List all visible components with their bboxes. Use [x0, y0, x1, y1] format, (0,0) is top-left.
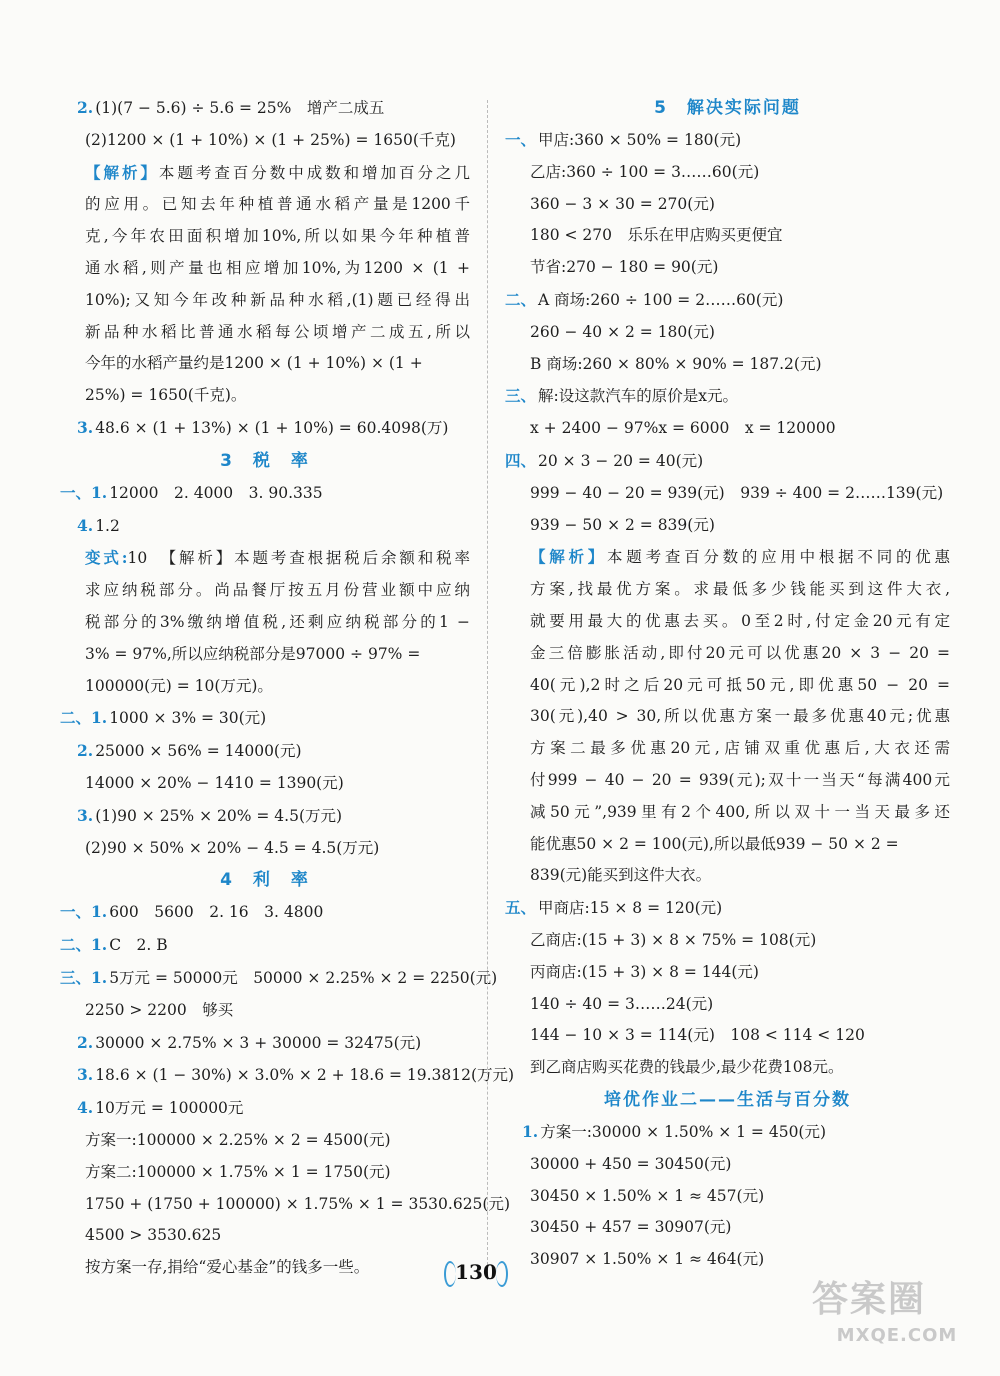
line-text: (1)(7 − 5.6) ÷ 5.6 = 25% 增产二成五	[95, 99, 385, 117]
answer-item	[60, 412, 470, 445]
answer-line	[505, 1149, 950, 1181]
line-text: 30000 + 450 = 30450(元)	[530, 1154, 732, 1173]
line-text: 乙店:360 ÷ 100 = 3……60(元)	[530, 162, 760, 181]
line-text: 260 − 40 × 2 = 180(元)	[530, 322, 715, 341]
line-text: (2)1200 × (1 + 10%) × (1 + 25%) = 1650(千克)	[85, 130, 456, 149]
answer-item	[505, 1116, 950, 1149]
answer-item	[60, 929, 470, 962]
line-text: 939 − 50 × 2 = 839(元)	[530, 515, 715, 534]
line-text: 1000 × 3% = 30(元)	[109, 709, 267, 728]
line-text: 10%);又知今年改种新品种水稻,(1)题已经得出	[85, 290, 470, 309]
line-text: 税部分的3%缴纳增值税,还剩应纳税部分的1 −	[85, 612, 470, 631]
line-text: 40(元),2时之后20元可抵50元,即优惠50 − 20 =	[530, 675, 950, 694]
answer-item	[505, 124, 950, 157]
answer-line	[505, 1052, 950, 1084]
line-text: 到乙商店购买花费的钱最少,最少花费108元。	[530, 1058, 844, 1077]
line-text: 2250 > 2200 够买	[85, 1000, 234, 1019]
question-number: 三、1.	[60, 967, 108, 987]
line-text: 360 − 3 × 30 = 270(元)	[530, 194, 715, 213]
answer-line	[60, 1220, 470, 1252]
answer-line	[60, 253, 470, 285]
answer-line	[60, 575, 470, 607]
answer-line	[505, 925, 950, 957]
answer-line	[505, 765, 950, 797]
line-text: 乙商店:(15 + 3) × 8 × 75% = 108(元)	[530, 930, 817, 949]
answer-line	[505, 860, 950, 892]
answer-line	[505, 157, 950, 189]
answer-item	[60, 896, 470, 929]
question-number: 2.	[77, 741, 94, 761]
line-text: 30907 × 1.50% × 1 ≈ 464(元)	[530, 1250, 765, 1269]
line-text: 14000 × 20% − 1410 = 1390(元)	[85, 773, 344, 792]
question-number: 五、	[505, 898, 537, 918]
line-text: C 2. B	[109, 936, 168, 955]
answer-line	[60, 221, 470, 253]
line-text: 1750 + (1750 + 100000) × 1.75% × 1 = 3530.625(元)	[85, 1194, 511, 1213]
line-text: 3% = 97%,所以应纳税部分是97000 ÷ 97% =	[85, 644, 421, 663]
question-number: 4.	[77, 515, 94, 535]
answer-line	[505, 670, 950, 702]
question-number: 二、	[505, 289, 537, 309]
answer-item	[60, 1027, 470, 1060]
line-text: 25%) = 1650(千克)。	[85, 386, 247, 405]
line-text: 甲商店:15 × 8 = 120(元)	[538, 899, 723, 918]
answer-line	[505, 317, 950, 349]
question-number: 一、1.	[60, 902, 108, 922]
line-text: 30450 × 1.50% × 1 ≈ 457(元)	[530, 1186, 765, 1205]
answer-item	[60, 92, 470, 125]
answer-line	[60, 125, 470, 157]
line-text: 能优惠50 × 2 = 100(元),所以最低939 − 50 × 2 =	[530, 834, 899, 853]
line-text: 600 5600 2. 16 3. 4800	[109, 903, 324, 922]
line-text: 18.6 × (1 − 30%) × 3.0% × 2 + 18.6 = 19.3812(万元)	[95, 1066, 515, 1085]
answer-item	[60, 1092, 470, 1125]
answer-line	[60, 768, 470, 800]
question-number: 3.	[77, 1065, 94, 1085]
answer-line	[505, 1212, 950, 1244]
line-text: 新品种水稻比普通水稻每公顷增产二成五,所以	[85, 322, 470, 341]
answer-line	[60, 348, 470, 380]
answer-line	[505, 1020, 950, 1052]
line-text: 10万元 = 100000元	[95, 1099, 244, 1118]
answer-line	[60, 639, 470, 671]
answer-line	[505, 733, 950, 765]
answer-line	[505, 252, 950, 284]
answer-item	[60, 477, 470, 510]
line-text: 节省:270 − 180 = 90(元)	[530, 258, 719, 277]
line-text: 48.6 × (1 + 13%) × (1 + 10%) = 60.4098(万)	[95, 418, 449, 437]
answer-line	[505, 1244, 950, 1276]
line-text: (2)90 × 50% × 20% − 4.5 = 4.5(万元)	[85, 838, 380, 857]
answer-line	[505, 829, 950, 861]
line-text: 减50元”,939里有2个400,所以双十一当天最多还	[530, 802, 950, 821]
line-text: 方案,找最优方案。求最低多少钱能买到这件大衣,	[530, 580, 950, 599]
answer-item	[60, 1059, 515, 1092]
line-text: B 商场:260 × 80% × 90% = 187.2(元)	[530, 354, 822, 373]
answer-line	[60, 607, 470, 639]
page-number: 130	[448, 1255, 504, 1289]
answer-line	[505, 220, 950, 252]
line-text: 本题考查百分数中成数和增加百分之几	[158, 163, 470, 182]
line-text: 的应用。已知去年种植普通水稻产量是1200千	[85, 195, 470, 214]
line-text: x + 2400 − 97%x = 6000 x = 120000	[530, 419, 836, 438]
watermark-url: MXQE.COM	[836, 1325, 958, 1346]
line-text: 克,今年农田面积增加10%,所以如果今年种植普	[85, 227, 470, 246]
line-text: 金三倍膨胀活动,即付20元可以优惠20 × 3 − 20 =	[530, 643, 950, 662]
line-text: 解:设这款汽车的原价是x元。	[538, 387, 738, 406]
answer-line	[505, 957, 950, 989]
line-text: 付999 − 40 − 20 = 939(元);双十一当天“每满400元	[530, 770, 950, 789]
question-number: 1.	[522, 1121, 539, 1141]
line-text: A 商场:260 ÷ 100 = 2……60(元)	[538, 290, 784, 309]
line-text: 甲店:360 × 50% = 180(元)	[538, 131, 742, 149]
line-text: 方案一:100000 × 2.25% × 2 = 4500(元)	[85, 1130, 391, 1149]
answer-line	[505, 638, 950, 670]
watermark	[812, 1276, 982, 1366]
answer-line	[60, 995, 470, 1027]
answer-item	[60, 735, 470, 768]
line-text: 方案二最多优惠20元,店铺双重优惠后,大衣还需	[530, 739, 950, 758]
answer-line	[505, 510, 950, 542]
question-number: 二、1.	[60, 935, 108, 955]
line-text: 30000 × 2.75% × 3 + 30000 = 32475(元)	[95, 1033, 422, 1052]
explanation-tag: 变式:	[85, 548, 128, 568]
question-number: 一、	[505, 130, 537, 149]
line-text: 20 × 3 − 20 = 40(元)	[538, 451, 704, 470]
answer-item	[505, 380, 950, 413]
answer-line	[60, 671, 470, 703]
line-text: 100000(元) = 10(万元)。	[85, 676, 273, 695]
question-number: 3.	[77, 417, 94, 437]
line-text: 30(元),40 > 30,所以优惠方案一最多优惠40元;优惠	[530, 707, 950, 726]
line-text: 丙商店:(15 + 3) × 8 = 144(元)	[530, 962, 759, 981]
answer-explanation	[60, 542, 470, 575]
question-number: 二、1.	[60, 708, 108, 728]
line-text: 今年的水稻产量约是1200 × (1 + 10%) × (1 +	[85, 354, 423, 373]
line-text: 12000 2. 4000 3. 90.335	[109, 483, 323, 502]
line-text: 方案二:100000 × 1.75% × 1 = 1750(元)	[85, 1162, 391, 1181]
line-text: 5万元 = 50000元 50000 × 2.25% × 2 = 2250(元)	[109, 968, 498, 987]
answer-line	[505, 1181, 950, 1213]
question-number: 4.	[77, 1098, 94, 1118]
answer-line	[505, 413, 950, 445]
answer-line	[60, 1252, 470, 1284]
answer-line	[505, 189, 950, 221]
answer-line	[505, 478, 950, 510]
answer-item	[60, 962, 498, 995]
answer-line	[60, 317, 470, 349]
line-text: 就要用最大的优惠去买。0至2时,付定金20元有定	[530, 611, 950, 630]
answer-line	[505, 349, 950, 381]
watermark-chinese: 答案圈	[812, 1279, 927, 1320]
line-text: 25000 × 56% = 14000(元)	[95, 742, 302, 761]
line-text: 1.2	[95, 516, 120, 535]
question-number: 3.	[77, 805, 94, 825]
answer-line	[505, 989, 950, 1021]
answer-item	[505, 892, 950, 925]
line-text: 4500 > 3530.625	[85, 1226, 222, 1245]
line-text: (1)90 × 25% × 20% = 4.5(万元)	[95, 806, 343, 825]
section-heading: 培优作业二——生活与百分数	[604, 1089, 851, 1110]
line-text: 求应纳税部分。尚品餐厅按五月份营业额中应纳	[85, 581, 470, 600]
answer-line	[60, 1157, 470, 1189]
left-column	[60, 92, 515, 1284]
line-text: 180 < 270 乐乐在甲店购买更便宜	[530, 226, 783, 245]
line-text: 通水稻,则产量也相应增加10%,为1200 × (1 +	[85, 258, 470, 277]
answer-explanation	[505, 541, 950, 574]
answer-item	[60, 510, 470, 543]
answer-line	[60, 189, 470, 221]
line-text: 144 − 10 × 3 = 114(元) 108 < 114 < 120	[530, 1026, 865, 1045]
answer-line	[505, 574, 950, 606]
question-number: 一、1.	[60, 482, 108, 502]
explanation-tag: 【解析】	[530, 547, 608, 567]
line-text: 本题考查百分数的应用中根据不同的优惠	[607, 548, 950, 567]
line-text: 10 【解析】本题考查根据税后余额和税率	[127, 549, 470, 568]
question-number: 三、	[505, 386, 537, 406]
answer-item	[60, 702, 470, 735]
answer-line	[505, 606, 950, 638]
answer-line	[60, 833, 470, 865]
answer-explanation	[60, 157, 470, 190]
line-text: 方案一:30000 × 1.50% × 1 = 450(元)	[540, 1122, 827, 1141]
explanation-tag: 【解析】	[85, 162, 159, 182]
answer-item	[505, 445, 950, 478]
answer-line	[60, 1189, 511, 1221]
answer-line	[505, 701, 950, 733]
question-number: 2.	[77, 98, 94, 117]
line-text: 839(元)能买到这件大衣。	[530, 866, 712, 885]
answer-item	[60, 800, 470, 833]
section-heading: 4 利 率	[220, 870, 310, 891]
answer-line	[60, 285, 470, 317]
column-divider	[487, 100, 488, 1280]
right-column	[505, 92, 950, 1276]
line-text: 140 ÷ 40 = 3……24(元)	[530, 994, 714, 1013]
question-number: 2.	[77, 1032, 94, 1052]
answer-line	[505, 797, 950, 829]
section-heading: 3 税 率	[220, 450, 310, 471]
line-text: 30450 + 457 = 30907(元)	[530, 1218, 732, 1237]
section-heading: 5 解决实际问题	[654, 98, 801, 118]
question-number: 四、	[505, 450, 537, 470]
answer-line	[60, 380, 470, 412]
answer-item	[505, 284, 950, 317]
line-text: 按方案一存,捐给“爱心基金”的钱多一些。	[85, 1258, 370, 1277]
answer-line	[60, 1125, 470, 1157]
line-text: 999 − 40 − 20 = 939(元) 939 ÷ 400 = 2……139(元)	[530, 483, 944, 502]
